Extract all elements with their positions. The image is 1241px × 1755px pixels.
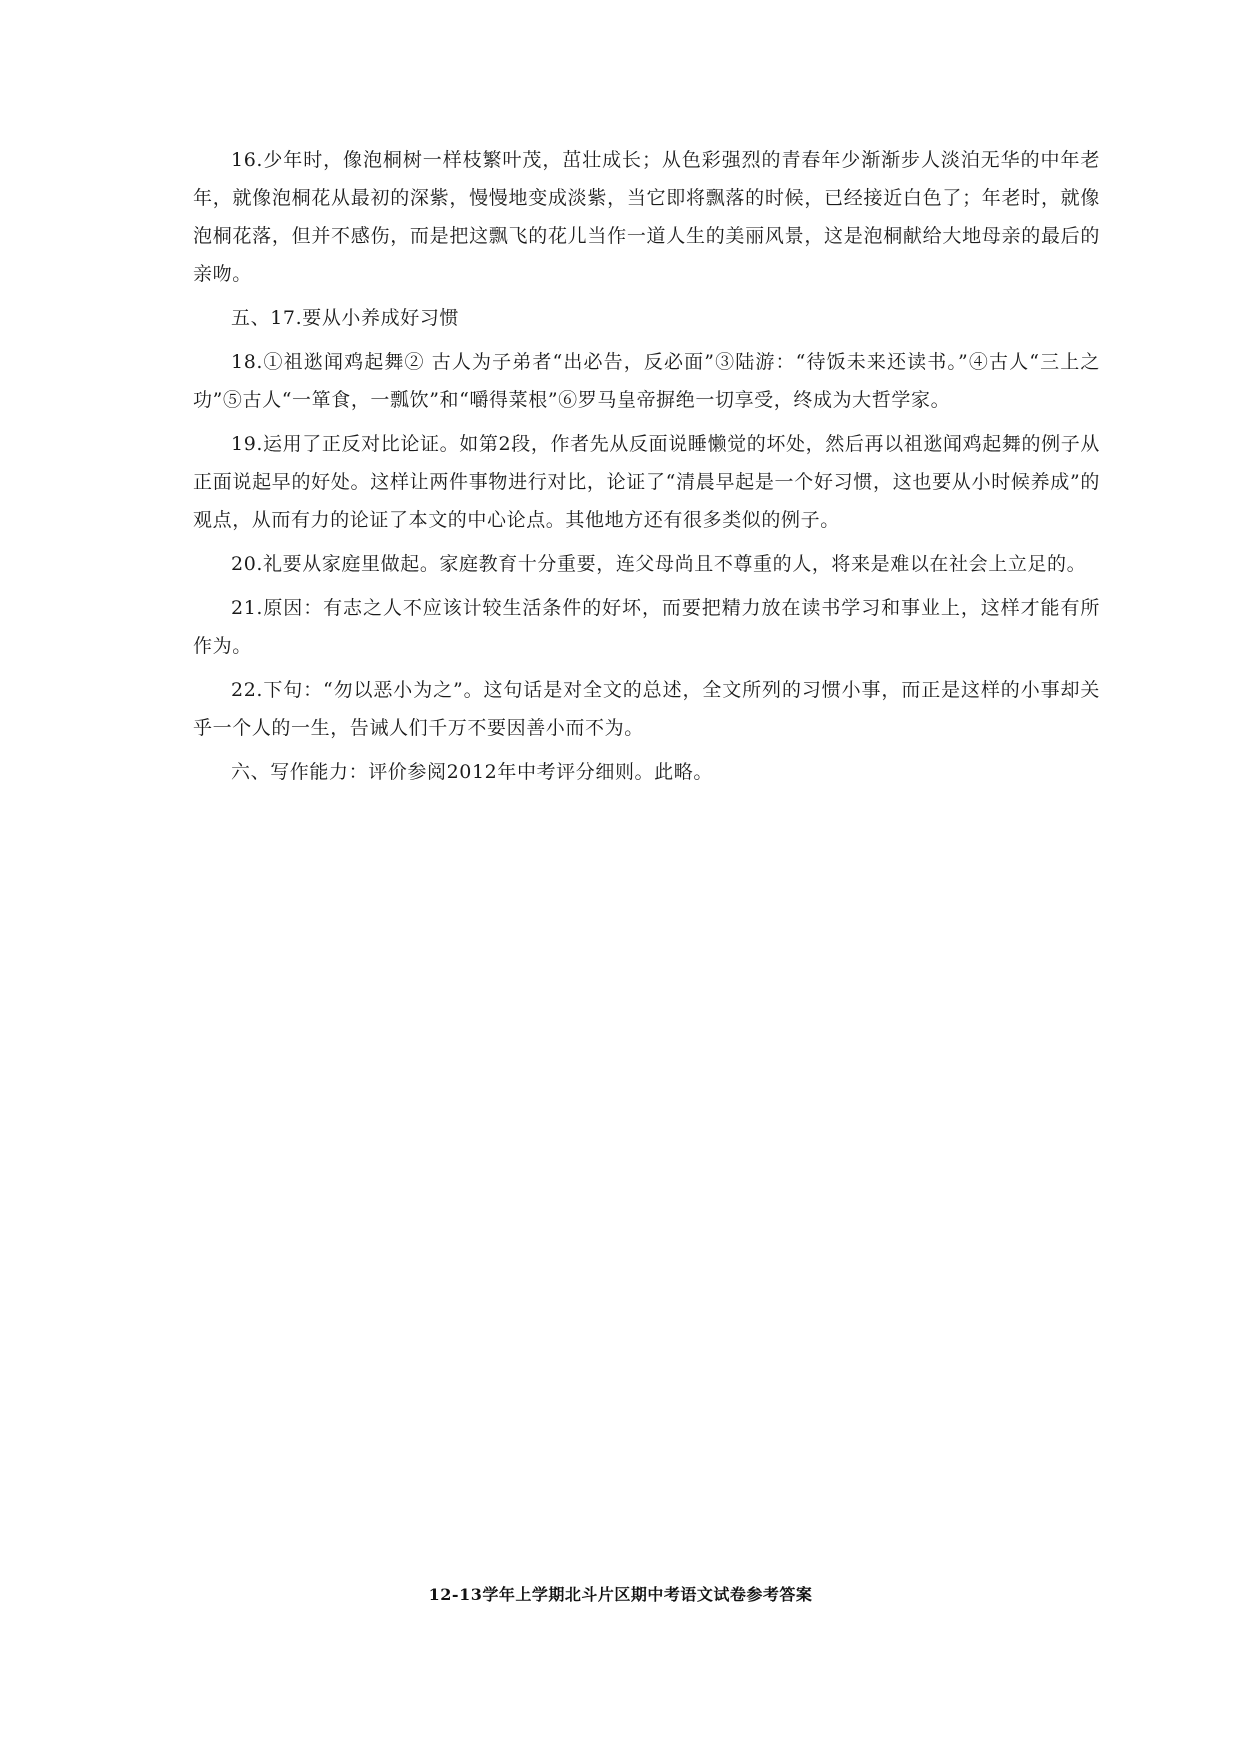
answer-body	[193, 141, 1100, 797]
answer-19: 19.运用了正反对比论证。如第2段，作者先从反面说睡懒觉的坏处，然后再以祖逖闻鸡起舞的例子从正面说起早的好处。这样让两件事物进行对比，论证了“清晨早起是一个好习惯，这也要从小时候养成”的观点，从而有力的论证了本文的中心论点。其他地方还有很多类似的例子。	[193, 433, 1100, 531]
answer-20: 20.礼要从家庭里做起。家庭教育十分重要，连父母尚且不尊重的人，将来是难以在社会上立足的。	[231, 553, 1087, 575]
page-footer-title: 12-13学年上学期北斗片区期中考语文试卷参考答案	[428, 1585, 813, 1604]
answer-22: 22.下句：“勿以恶小为之”。这句话是对全文的总述，全文所列的习惯小事，而正是这样的小事却关乎一个人的一生，告诫人们千万不要因善小而不为。	[193, 679, 1100, 739]
answer-17: 五、17.要从小养成好习惯	[231, 307, 460, 329]
answer-18: 18.①祖逖闻鸡起舞② 古人为子弟者“出必告，反必面”③陆游：“待饭未来还读书。”④古人“三上之功”⑤古人“一箪食，一瓢饮”和“嚼得菜根”⑥罗马皇帝摒绝一切享受，终成为大哲学家。	[193, 351, 1100, 411]
answer-21: 21.原因：有志之人不应该计较生活条件的好坏，而要把精力放在读书学习和事业上，这样才能有所作为。	[193, 597, 1100, 657]
answer-16: 16.少年时，像泡桐树一样枝繁叶茂，茁壮成长；从色彩强烈的青春年少渐渐步人淡泊无华的中年老年，就像泡桐花从最初的深紫，慢慢地变成淡紫，当它即将飘落的时候，已经接近白色了；年老时，就像泡桐花落，但并不感伤，而是把这飘飞的花儿当作一道人生的美丽风景，这是泡桐献给大地母亲的最后的亲吻。	[193, 149, 1100, 285]
section-6-writing: 六、写作能力：评价参阅2012年中考评分细则。此略。	[231, 761, 713, 783]
